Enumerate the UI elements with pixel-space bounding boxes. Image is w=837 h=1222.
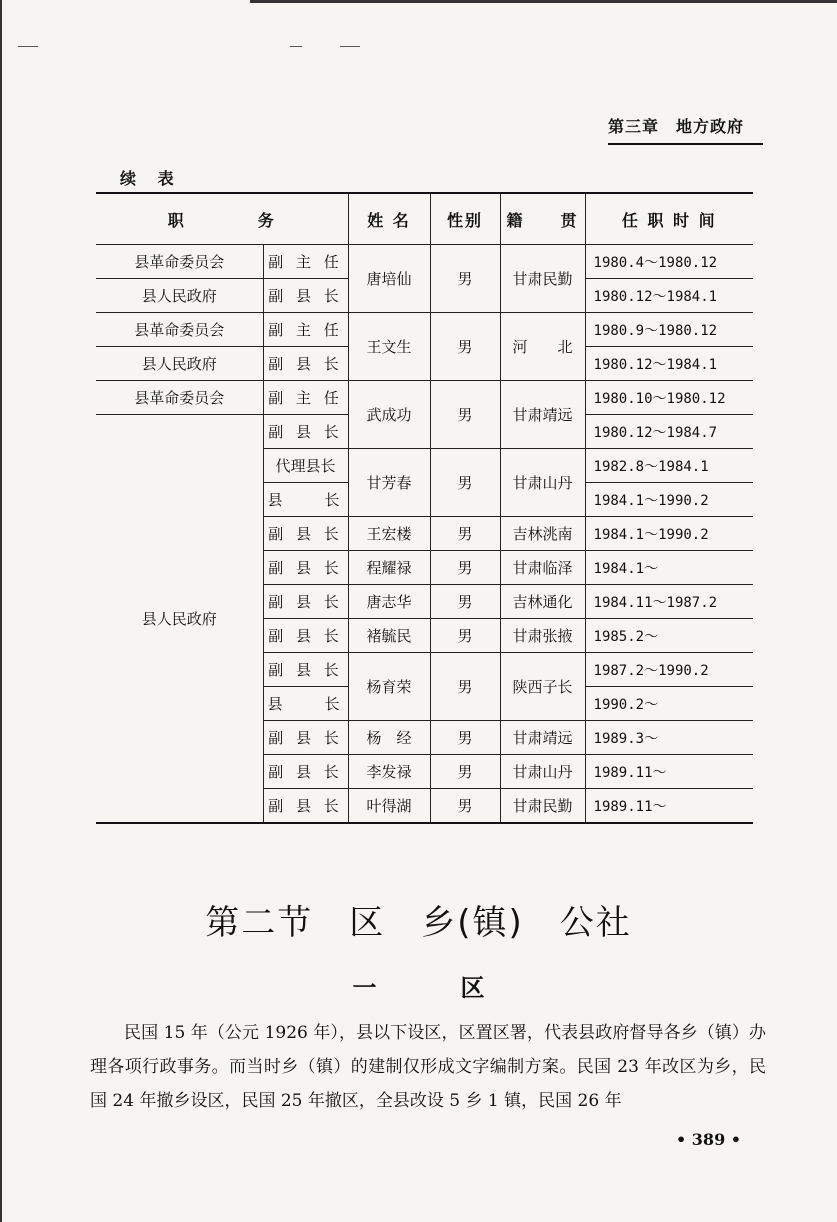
origin-cell: 陕西子长: [500, 653, 585, 721]
term-cell: 1982.8～1984.1: [585, 449, 753, 483]
term-cell: 1980.12～1984.7: [585, 415, 753, 449]
position-cell: 代理县长: [263, 449, 348, 483]
origin-cell: 吉林洮南: [500, 517, 585, 551]
gender-cell: 男: [430, 517, 500, 551]
gender-cell: 男: [430, 619, 500, 653]
position-cell: 副 主 任: [263, 381, 348, 415]
position-cell: 县 长: [263, 687, 348, 721]
body-paragraph: 民国 15 年（公元 1926 年），县以下设区，区置区署，代表县政府督导各乡（镇）办理各项行政事务。而当时乡（镇）的建制仅形成文字编制方案。民国 23 年改区为乡，民国 24 年撤乡设区，民国 25 年撤区，全县改设 5 乡 1 镇，民国 26 年: [90, 1023, 766, 1111]
term-cell: 1980.9～1980.12: [585, 313, 753, 347]
term-cell: 1985.2～: [585, 619, 753, 653]
term-cell: 1989.11～: [585, 789, 753, 824]
position-cell: 副 主 任: [263, 313, 348, 347]
table-row: [96, 313, 753, 347]
term-cell: 1980.12～1984.1: [585, 347, 753, 381]
org-cell: 县革命委员会: [96, 313, 263, 347]
header-term: 任 职 时 间: [585, 193, 753, 245]
org-cell: 县人民政府: [96, 347, 263, 381]
origin-cell: 甘肃张掖: [500, 619, 585, 653]
name-cell: 程耀禄: [348, 551, 430, 585]
position-cell: 副 县 长: [263, 755, 348, 789]
position-cell: 副 主 任: [263, 245, 348, 279]
org-cell: 县人民政府: [96, 415, 263, 824]
gender-cell: 男: [430, 313, 500, 381]
gender-cell: 男: [430, 245, 500, 313]
name-cell: 唐培仙: [348, 245, 430, 313]
table-row: [96, 381, 753, 415]
subsection-title: 一 区: [352, 973, 515, 1002]
term-cell: 1987.2～1990.2: [585, 653, 753, 687]
position-cell: 副 县 长: [263, 789, 348, 824]
org-cell: 县革命委员会: [96, 245, 263, 279]
org-cell: 县革命委员会: [96, 381, 263, 415]
position-cell: 副 县 长: [263, 551, 348, 585]
position-cell: 副 县 长: [263, 279, 348, 313]
gender-cell: 男: [430, 585, 500, 619]
gender-cell: 男: [430, 653, 500, 721]
page-number: • 389 •: [676, 1130, 741, 1149]
table-header-row: [96, 193, 753, 245]
gender-cell: 男: [430, 551, 500, 585]
name-cell: 武成功: [348, 381, 430, 449]
name-cell: 褚毓民: [348, 619, 430, 653]
origin-cell: 甘肃山丹: [500, 755, 585, 789]
name-cell: 杨育荣: [348, 653, 430, 721]
scan-mark: [340, 46, 360, 47]
name-cell: 王宏楼: [348, 517, 430, 551]
term-cell: 1980.4～1980.12: [585, 245, 753, 279]
term-cell: 1990.2～: [585, 687, 753, 721]
gender-cell: 男: [430, 721, 500, 755]
term-cell: 1980.10～1980.12: [585, 381, 753, 415]
term-cell: 1984.1～1990.2: [585, 483, 753, 517]
position-cell: 县 长: [263, 483, 348, 517]
name-cell: 王文生: [348, 313, 430, 381]
origin-cell: 甘肃民勤: [500, 245, 585, 313]
scan-mark: [290, 46, 302, 47]
term-cell: 1980.12～1984.1: [585, 279, 753, 313]
term-cell: 1989.11～: [585, 755, 753, 789]
term-cell: 1984.11～1987.2: [585, 585, 753, 619]
header-origin: 籍 贯: [500, 193, 585, 245]
origin-cell: 甘肃靖远: [500, 721, 585, 755]
origin-cell: 甘肃临泽: [500, 551, 585, 585]
scan-edge-line: [0, 0, 2, 1222]
scan-mark: [18, 46, 38, 47]
origin-cell: 甘肃山丹: [500, 449, 585, 517]
name-cell: 叶得湖: [348, 789, 430, 824]
gender-cell: 男: [430, 381, 500, 449]
position-cell: 副 县 长: [263, 517, 348, 551]
header-gender: 性别: [430, 193, 500, 245]
origin-cell: 甘肃靖远: [500, 381, 585, 449]
gender-cell: 男: [430, 789, 500, 824]
position-cell: 副 县 长: [263, 415, 348, 449]
chapter-header: 第三章 地方政府: [608, 114, 763, 145]
name-cell: 甘芳春: [348, 449, 430, 517]
position-cell: 副 县 长: [263, 347, 348, 381]
org-cell: 县人民政府: [96, 279, 263, 313]
origin-cell: 甘肃民勤: [500, 789, 585, 824]
position-cell: 副 县 长: [263, 653, 348, 687]
section-title: 第二节 区 乡(镇) 公社: [205, 903, 632, 943]
term-cell: 1989.3～: [585, 721, 753, 755]
table-row: [96, 245, 753, 279]
name-cell: 杨 经: [348, 721, 430, 755]
position-cell: 副 县 长: [263, 585, 348, 619]
officials-table: [96, 192, 753, 824]
position-cell: 副 县 长: [263, 721, 348, 755]
origin-cell: 吉林通化: [500, 585, 585, 619]
gender-cell: 男: [430, 449, 500, 517]
origin-cell: 河 北: [500, 313, 585, 381]
term-cell: 1984.1～1990.2: [585, 517, 753, 551]
scan-top-line: [250, 0, 837, 3]
name-cell: 李发禄: [348, 755, 430, 789]
term-cell: 1984.1～: [585, 551, 753, 585]
position-cell: 副 县 长: [263, 619, 348, 653]
name-cell: 唐志华: [348, 585, 430, 619]
table-continued-label: 续 表: [120, 169, 182, 188]
header-position: 职 务: [96, 193, 348, 245]
header-name: 姓 名: [348, 193, 430, 245]
gender-cell: 男: [430, 755, 500, 789]
